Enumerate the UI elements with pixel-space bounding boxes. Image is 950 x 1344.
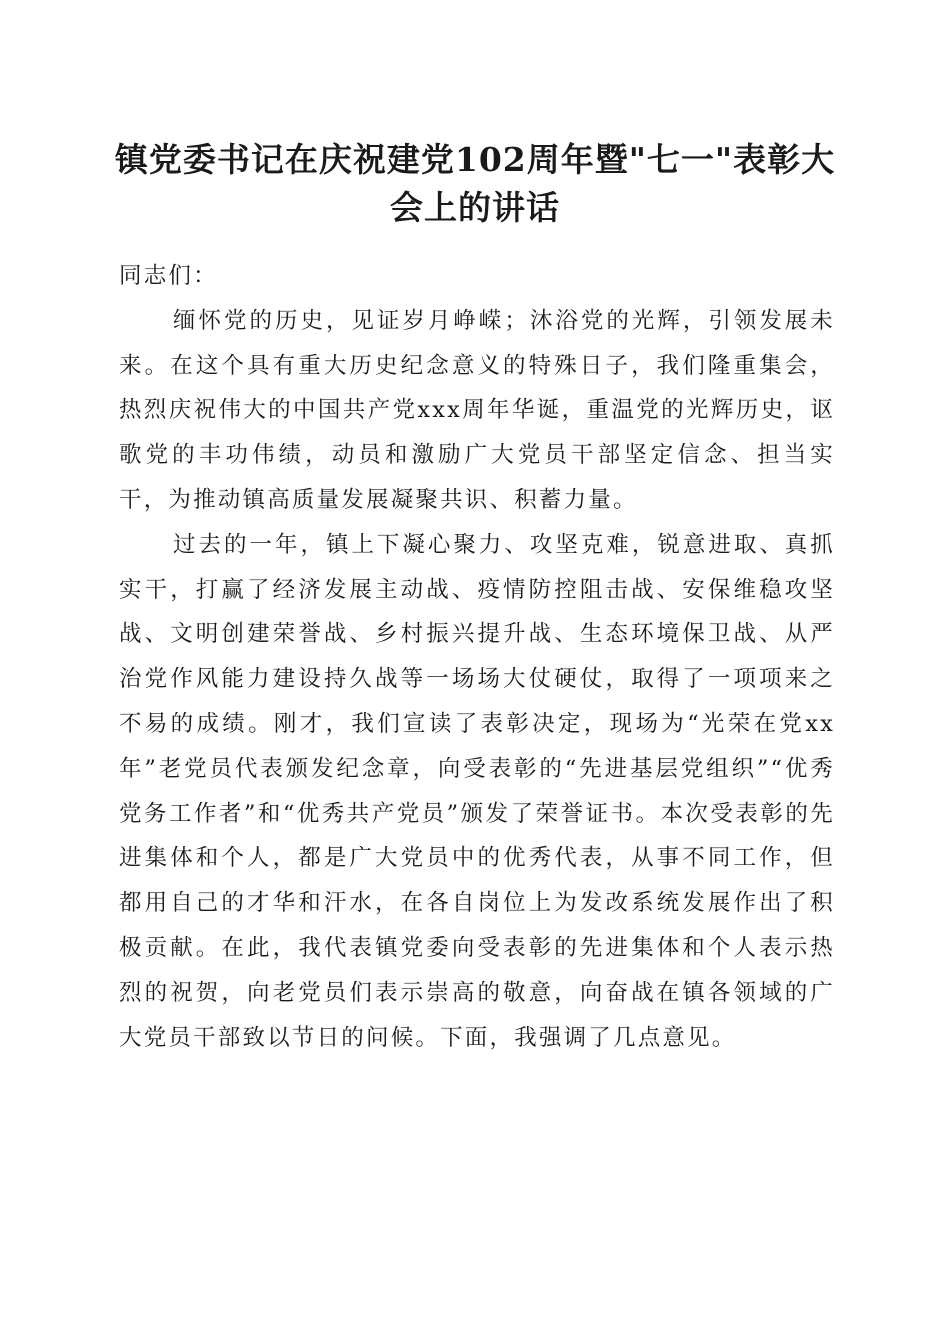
paragraph: 缅怀党的历史，见证岁月峥嵘；沐浴党的光辉，引领发展未来。在这个具有重大历史纪念意义的特殊日子，我们隆重集会，热烈庆祝伟大的中国共产党xxx周年华诞，重温党的光辉历史，讴歌党的丰功伟绩，动员和激励广大党员干部坚定信念、担当实干，为推动镇高质量发展凝聚共识、积蓄力量。 [119, 307, 835, 513]
paragraph: 过去的一年，镇上下凝心聚力、攻坚克难，锐意进取、真抓实干，打赢了经济发展主动战、疫情防控阻击战、安保维稳攻坚战、文明创建荣誉战、乡村振兴提升战、生态环境保卫战、从严治党作风能力建设持久战等一场场大仗硬仗，取得了一项项来之不易的成绩。刚才，我们宣读了表彰决定，现场为“光荣在党xx年”老党员代表颁发纪念章，向受表彰的“先进基层党组织”“优秀党务工作者”和“优秀共产党员”颁发了荣誉证书。本次受表彰的先进集体和个人，都是广大党员中的优秀代表，从事不同工作，但都用自己的才华和汗水，在各自岗位上为发改系统发展作出了积极贡献。在此，我代表镇党委向受表彰的先进集体和个人表示热烈的祝贺，向老党员们表示崇高的敬意，向奋战在镇各领域的广大党员干部致以节日的问候。下面，我强调了几点意见。 [119, 531, 835, 1051]
salutation: 同志们： [119, 263, 218, 289]
document-body [119, 254, 835, 1060]
document-title: 镇党委书记在庆祝建党102周年暨"七一"表彰大会上的讲话 [114, 140, 836, 227]
